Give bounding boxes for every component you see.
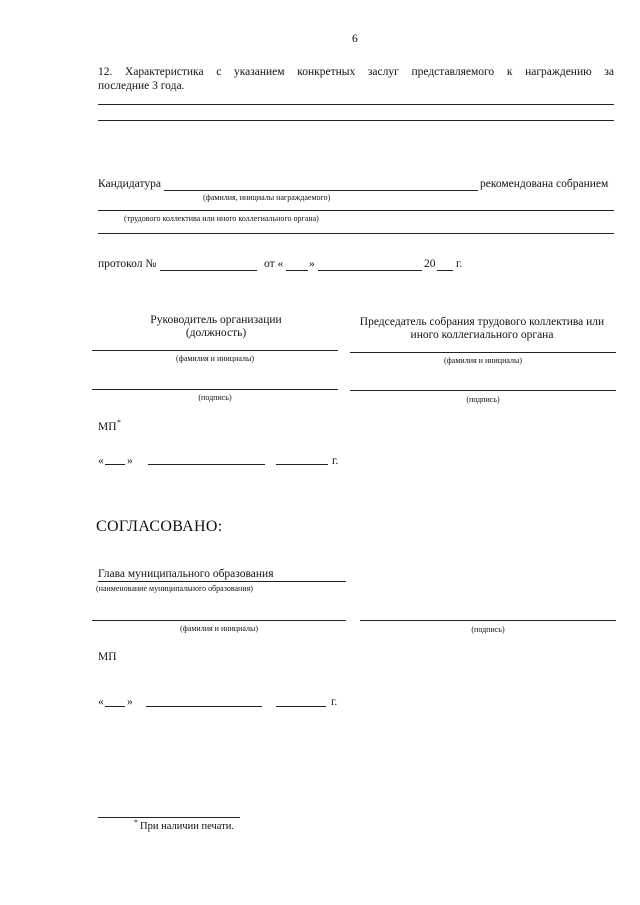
footnote-separator bbox=[98, 817, 240, 818]
footnote-text: При наличии печати. bbox=[140, 821, 234, 832]
candidate-name-field[interactable] bbox=[164, 190, 478, 191]
protocol-month-field[interactable] bbox=[318, 270, 422, 271]
agreed-heading: СОГЛАСОВАНО: bbox=[96, 518, 223, 535]
left-position-title: Руководитель организации bbox=[150, 314, 282, 326]
protocol-close-quote: » bbox=[309, 258, 315, 270]
left-signature-field[interactable] bbox=[92, 389, 338, 390]
right-position-title: Председатель собрания трудового коллектива или bbox=[359, 316, 605, 328]
date-day-field[interactable] bbox=[105, 464, 125, 465]
protocol-number-field[interactable] bbox=[160, 270, 257, 271]
stamp-mp-label-2: МП bbox=[98, 651, 117, 663]
right-signature-field[interactable] bbox=[350, 390, 616, 391]
characteristic-line-2[interactable] bbox=[98, 120, 614, 121]
protocol-year-prefix: 20 bbox=[424, 258, 436, 270]
stamp-footnote-mark: * bbox=[117, 418, 121, 427]
date-close-quote: » bbox=[127, 455, 133, 467]
section-12-heading-cont: последние 3 года. bbox=[98, 80, 185, 92]
date-year-suffix: г. bbox=[332, 455, 339, 467]
protocol-from: от « bbox=[264, 258, 284, 270]
left-position-caption: (должность) bbox=[185, 327, 247, 339]
agreed-signature-field[interactable] bbox=[360, 620, 616, 621]
date-open-quote: « bbox=[98, 455, 104, 467]
date2-year-field[interactable] bbox=[276, 706, 326, 707]
candidacy-label: Кандидатура bbox=[98, 178, 161, 190]
date2-open-quote: « bbox=[98, 696, 104, 708]
right-caption-signature: (подпись) bbox=[466, 395, 500, 404]
right-position-title-cont: иного коллегиального органа bbox=[410, 329, 554, 341]
page-number: 6 bbox=[352, 33, 358, 45]
caption-collective: (трудового коллектива или иного коллегиального органа) bbox=[124, 214, 319, 223]
protocol-year-suffix: г. bbox=[456, 258, 463, 270]
footnote-mark: * bbox=[134, 818, 138, 827]
agreed-caption-signature: (подпись) bbox=[471, 625, 505, 634]
date2-day-field[interactable] bbox=[105, 706, 125, 707]
protocol-label: протокол № bbox=[98, 258, 157, 270]
caption-candidate-name: (фамилия, инициалы награждаемого) bbox=[203, 193, 331, 202]
date2-year-suffix: г. bbox=[331, 696, 338, 708]
head-of-municipality: Глава муниципального образования bbox=[98, 568, 274, 580]
date-year-field[interactable] bbox=[276, 464, 328, 465]
left-caption-name: (фамилия и инициалы) bbox=[175, 354, 255, 363]
characteristic-line-1[interactable] bbox=[98, 104, 614, 105]
protocol-year-field[interactable] bbox=[437, 270, 453, 271]
left-caption-signature: (подпись) bbox=[198, 393, 232, 402]
left-name-field[interactable] bbox=[92, 350, 338, 351]
right-caption-name: (фамилия и инициалы) bbox=[443, 356, 523, 365]
municipality-field[interactable] bbox=[98, 581, 346, 582]
agreed-name-field[interactable] bbox=[92, 620, 346, 621]
date2-close-quote: » bbox=[127, 696, 133, 708]
recommended-label: рекомендована собранием bbox=[480, 178, 609, 190]
caption-municipality: (наименование муниципального образования) bbox=[96, 584, 253, 593]
date-month-field[interactable] bbox=[148, 464, 265, 465]
section-12-heading: 12. Характеристика с указанием конкретных заслуг представляемого к награждению за bbox=[98, 66, 614, 78]
date2-month-field[interactable] bbox=[146, 706, 262, 707]
collective-line-2[interactable] bbox=[98, 233, 614, 234]
stamp-mp-label: МП bbox=[98, 421, 117, 433]
collective-line-1[interactable] bbox=[98, 210, 614, 211]
right-name-field[interactable] bbox=[350, 352, 616, 353]
agreed-caption-name: (фамилия и инициалы) bbox=[179, 624, 259, 633]
protocol-day-field[interactable] bbox=[286, 270, 308, 271]
